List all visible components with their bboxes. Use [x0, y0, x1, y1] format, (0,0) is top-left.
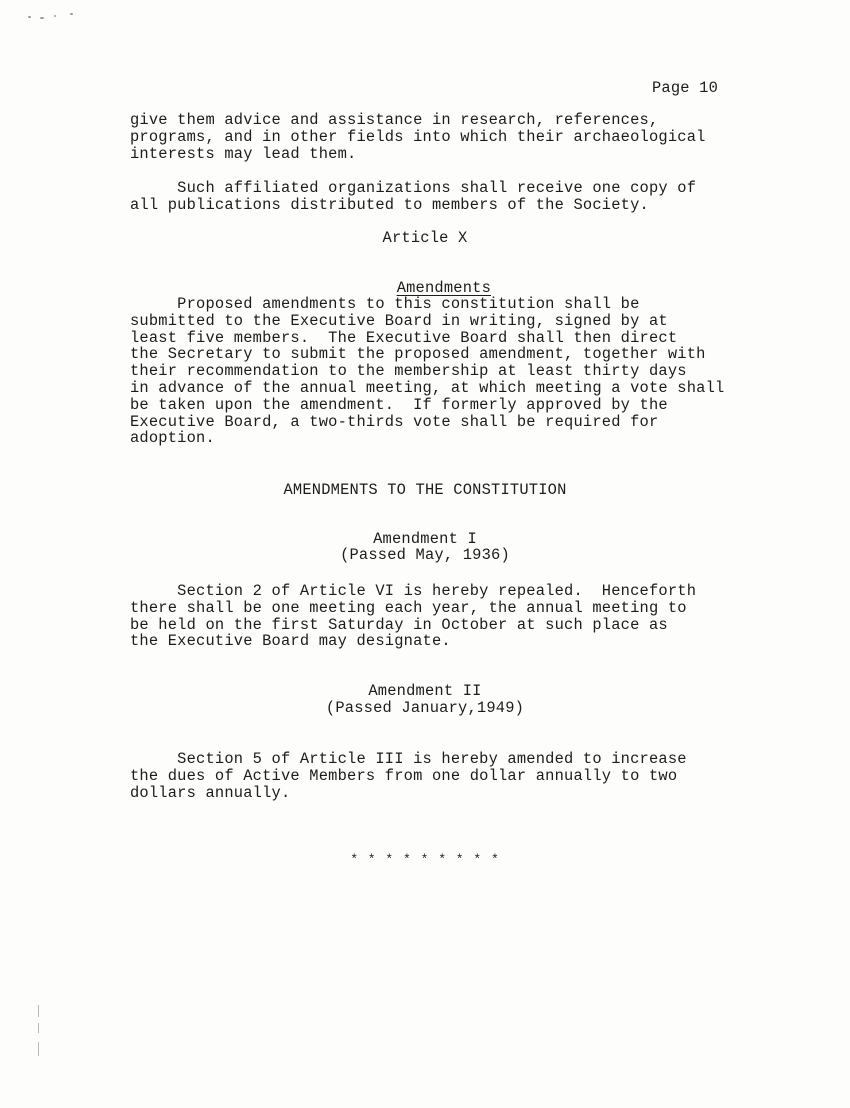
text-line: interests may lead them.: [130, 144, 357, 163]
text-line: programs, and in other fields into which their archaeological: [130, 127, 706, 146]
amendment-procedure-paragraph: [130, 296, 724, 447]
text-line: give them advice and assistance in research, references,: [130, 111, 659, 129]
text-line: least five members. The Executive Board shall then direct: [130, 328, 678, 347]
text-line: dollars annually.: [130, 783, 291, 802]
amendment-1-title: Amendment I: [373, 530, 477, 548]
text-line: Proposed amendments to this constitution shall be: [130, 295, 640, 313]
amendment-2-passed-date: (Passed January,1949): [325, 699, 525, 717]
page-number: Page 10: [652, 79, 719, 97]
intro-paragraph: [130, 112, 706, 162]
text-line: all publications distributed to members of the Society.: [130, 195, 649, 214]
paper-edge-mark: [38, 1023, 39, 1033]
paper-speck: [28, 16, 31, 18]
text-line: Such affiliated organizations shall receive one copy of: [130, 179, 697, 197]
text-line: be held on the first Saturday in October at such place as: [130, 615, 668, 634]
text-line: the Executive Board may designate.: [130, 632, 451, 651]
closing-asterisks: * * * * * * * * *: [350, 852, 500, 867]
text-line: their recommendation to the membership at least thirty days: [130, 362, 687, 381]
amendment-1-paragraph: [130, 583, 696, 650]
text-line: the Secretary to submit the proposed amendment, together with: [130, 345, 706, 364]
text-line: submitted to the Executive Board in writing, signed by at: [130, 311, 668, 330]
paper-speck: [54, 15, 56, 17]
paper-speck: [70, 13, 73, 15]
paper-edge-mark: [38, 1042, 39, 1056]
text-line: be taken upon the amendment. If formerly approved by the: [130, 395, 668, 414]
text-line: adoption.: [130, 429, 215, 448]
text-line: Executive Board, a two-thirds vote shall be required for: [130, 412, 659, 431]
article-heading: Article X: [382, 229, 468, 247]
text-line: Section 5 of Article III is hereby amended to increase: [130, 750, 687, 768]
text-line: there shall be one meeting each year, the annual meeting to: [130, 598, 687, 617]
affiliated-paragraph: [130, 180, 696, 214]
amendment-2-title: Amendment II: [368, 682, 482, 700]
amendment-2-paragraph: [130, 751, 687, 801]
text-line: in advance of the annual meeting, at which meeting a vote shall: [130, 378, 725, 397]
article-title-text: Amendments: [396, 279, 492, 297]
text-line: the dues of Active Members from one dollar annually to two: [130, 766, 678, 785]
paper-edge-mark: [38, 1005, 39, 1017]
amendment-1-passed-date: (Passed May, 1936): [340, 546, 510, 564]
text-line: Section 2 of Article VI is hereby repealed. Henceforth: [130, 582, 697, 600]
paper-speck: [40, 17, 44, 19]
amendments-section-heading: AMENDMENTS TO THE CONSTITUTION: [283, 481, 567, 499]
